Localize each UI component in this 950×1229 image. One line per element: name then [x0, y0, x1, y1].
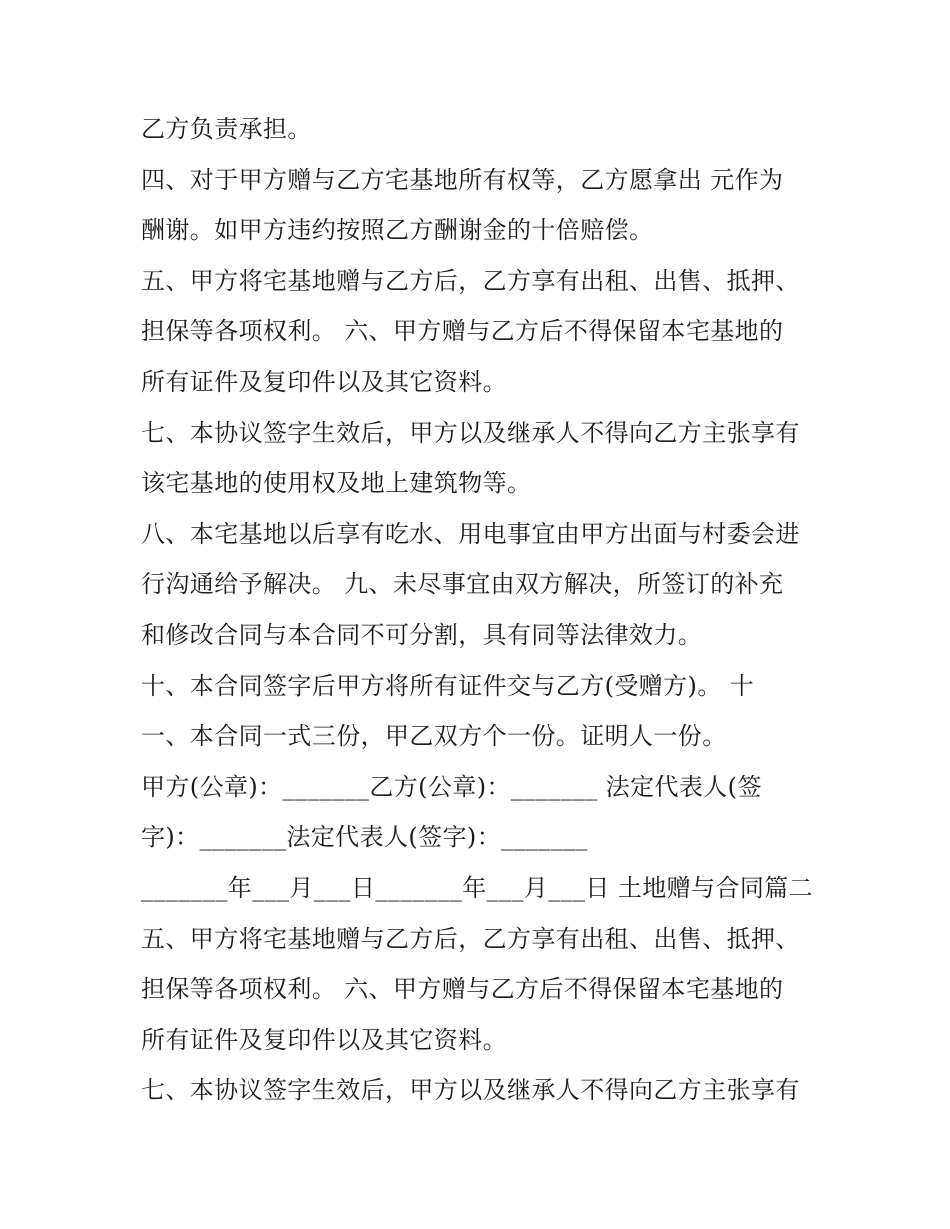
text-line: 一、本合同一式三份，甲乙双方个一份。证明人一份。 [141, 722, 727, 751]
text-line: 酬谢。如甲方违约按照乙方酬谢金的十倍赔偿。 [141, 216, 654, 245]
document-body [141, 104, 831, 1116]
text-line: 七、本协议签字生效后，甲方以及继承人不得向乙方主张享有 [141, 1076, 800, 1105]
text-line: 该宅基地的使用权及地上建筑物等。 [141, 469, 532, 498]
text-line: 八、本宅基地以后享有吃水、用电事宜由甲方出面与村委会进 [141, 519, 800, 548]
text-line: 和修改合同与本合同不可分割，具有同等法律效力。 [141, 620, 703, 649]
text-line: 十、本合同签字后甲方将所有证件交与乙方(受赠方)。 十 [141, 671, 755, 700]
text-line: 四、对于甲方赠与乙方宅基地所有权等，乙方愿拿出 元作为 [141, 165, 784, 194]
text-line: 担保等各项权利。 六、甲方赠与乙方后不得保留本宅基地的 [141, 975, 784, 1004]
text-line: 担保等各项权利。 六、甲方赠与乙方后不得保留本宅基地的 [141, 317, 784, 346]
text-line: 七、本协议签字生效后，甲方以及继承人不得向乙方主张享有 [141, 418, 800, 447]
text-line: 乙方负责承担。 [141, 115, 312, 143]
text-line: 所有证件及复印件以及其它资料。 [141, 367, 507, 396]
signature-line: 字)：_______法定代表人(签字)：_______ [141, 823, 588, 852]
text-line: 五、甲方将宅基地赠与乙方后，乙方享有出租、出售、抵押、 [141, 924, 800, 953]
date-line: _______年___月___日_______年___月___日 土地赠与合同篇二 [141, 873, 814, 902]
signature-line: 甲方(公章)：_______乙方(公章)：_______ 法定代表人(签 [141, 772, 762, 801]
text-line: 行沟通给予解决。 九、未尽事宜由双方解决，所签订的补充 [141, 570, 784, 599]
text-line: 五、甲方将宅基地赠与乙方后，乙方享有出租、出售、抵押、 [141, 266, 800, 295]
text-line: 所有证件及复印件以及其它资料。 [141, 1025, 507, 1054]
